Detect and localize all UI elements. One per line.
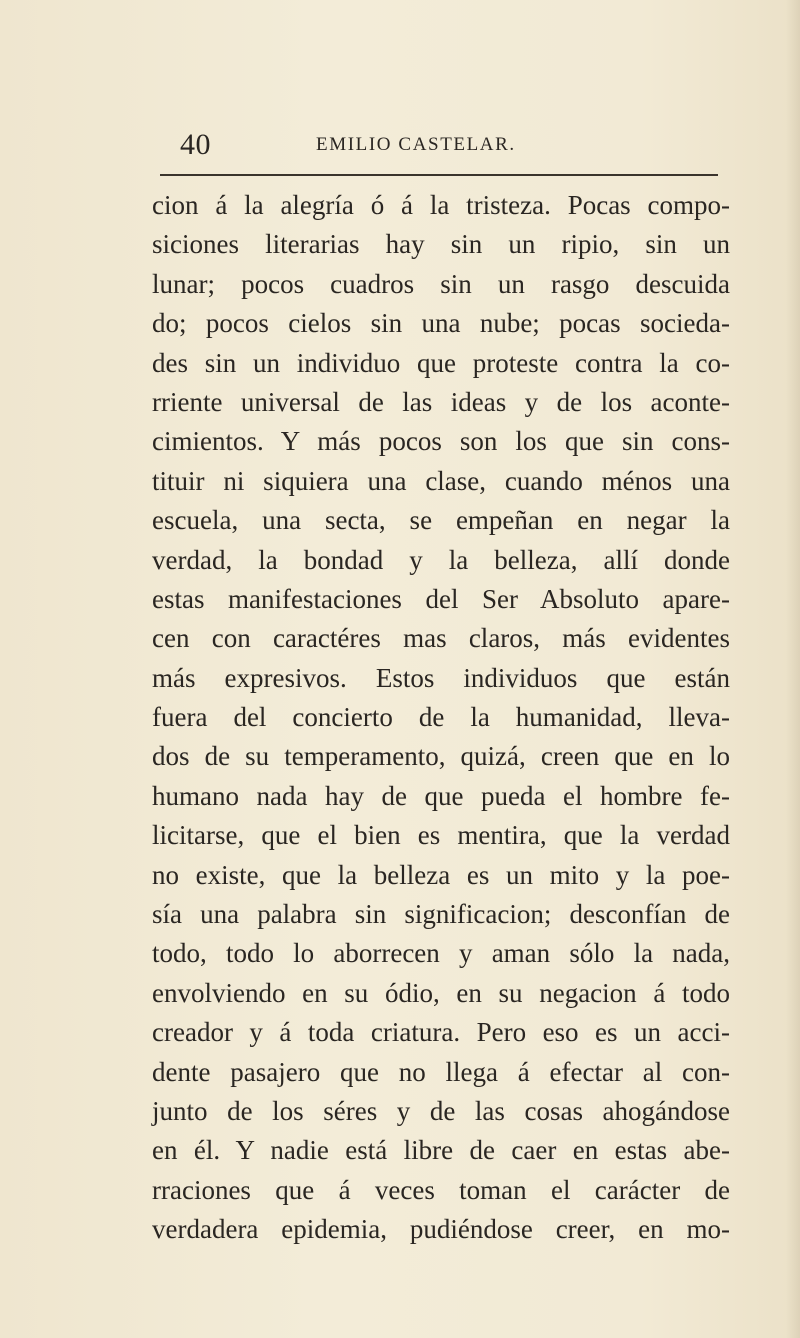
text-line: envolviendo en su ódio, en su negacion á todo [152, 977, 730, 1008]
text-line: rraciones que á veces toman el carácter de [152, 1174, 730, 1205]
text-line: rriente universal de las ideas y de los aconte- [152, 386, 730, 417]
text-line: lunar; pocos cuadros sin un rasgo descuida [152, 268, 730, 299]
text-line: tituir ni siquiera una clase, cuando ménos una [152, 465, 730, 496]
text-line: siciones literarias hay sin un ripio, sin un [152, 229, 730, 260]
text-line: sía una palabra sin significacion; desconfían de [152, 899, 730, 930]
text-line: verdadera epidemia, pudiéndose creer, en mo- [152, 1214, 730, 1245]
text-line: no existe, que la belleza es un mito y la poe- [152, 859, 730, 890]
text-line: cion á la alegría ó á la tristeza. Pocas compo- [152, 190, 730, 220]
text-line: dos de su temperamento, quizá, creen que en lo [152, 741, 730, 772]
header-rule [160, 174, 718, 176]
text-line: más expresivos. Estos individuos que están [152, 662, 730, 693]
text-line: verdad, la bondad y la belleza, allí donde [152, 544, 730, 575]
text-line: fuera del concierto de la humanidad, lleva- [152, 702, 730, 733]
page-number: 40 [180, 128, 211, 161]
text-line: do; pocos cielos sin una nube; pocas socieda- [152, 308, 730, 339]
text-line: dente pasajero que no llega á efectar al con- [152, 1056, 730, 1087]
text-line: des sin un individuo que proteste contra la co- [152, 347, 730, 378]
text-line: humano nada hay de que pueda el hombre fe- [152, 780, 730, 811]
page-header [150, 128, 720, 168]
text-line: creador y á toda criatura. Pero eso es un acci- [152, 1017, 730, 1048]
text-line: estas manifestaciones del Ser Absoluto apare- [152, 583, 730, 614]
text-line: escuela, una secta, se empeñan en negar la [152, 505, 730, 536]
text-line: cimientos. Y más pocos son los que sin cons- [152, 426, 730, 457]
page-edge-shadow [786, 0, 800, 1338]
body-text [152, 186, 730, 1250]
text-line: todo, todo lo aborrecen y aman sólo la nada, [152, 938, 730, 969]
text-line: licitarse, que el bien es mentira, que la verdad [152, 820, 730, 851]
running-head: EMILIO CASTELAR. [316, 134, 516, 155]
text-line: en él. Y nadie está libre de caer en estas abe- [152, 1135, 730, 1166]
text-line: junto de los séres y de las cosas ahogándose [152, 1095, 730, 1126]
text-line: cen con caractéres mas claros, más evidentes [152, 623, 730, 654]
